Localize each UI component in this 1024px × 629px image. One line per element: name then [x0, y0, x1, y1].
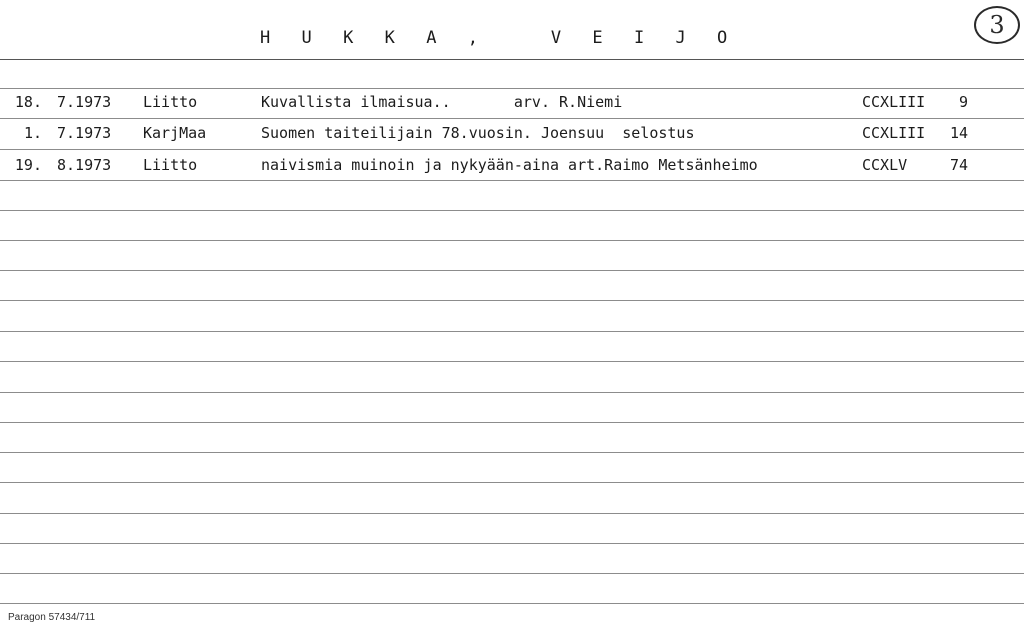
ruled-line	[0, 573, 1024, 574]
entry-title: naivismia muinoin ja nykyään-aina art.Raimo Metsänheimo	[261, 156, 758, 174]
ruled-line	[0, 422, 1024, 423]
entry-row	[0, 152, 1024, 178]
header-rule	[0, 59, 1024, 60]
entry-volume: CCXLIII	[862, 93, 926, 111]
ruled-line	[0, 392, 1024, 393]
entry-day: 19.	[14, 156, 42, 174]
card-heading-name: H U K K A , V E I J O	[260, 28, 738, 48]
ruled-line	[0, 361, 1024, 362]
ruled-line	[0, 452, 1024, 453]
entry-publication: Liitto	[143, 156, 198, 174]
entry-publication: Liitto	[143, 93, 198, 111]
entry-row	[0, 89, 1024, 115]
ruled-line	[0, 300, 1024, 301]
entry-volume: CCXLV	[862, 156, 908, 174]
ruled-line	[0, 513, 1024, 514]
ruled-line	[0, 482, 1024, 483]
card-number-circle: 3	[974, 6, 1020, 44]
ruled-line	[0, 118, 1024, 119]
entry-date: 7.1973	[57, 93, 112, 111]
entry-page: 74	[949, 156, 968, 174]
printer-imprint: Paragon 57434/711	[8, 612, 96, 623]
entry-page: 9	[958, 93, 968, 111]
ruled-line	[0, 210, 1024, 211]
entry-title: Kuvallista ilmaisua.. arv. R.Niemi	[261, 93, 623, 111]
ruled-line	[0, 180, 1024, 181]
entry-row	[0, 120, 1024, 146]
ruled-line	[0, 331, 1024, 332]
entry-date: 7.1973	[57, 124, 112, 142]
ruled-line	[0, 240, 1024, 241]
entry-day: 1.	[23, 124, 42, 142]
ruled-line	[0, 149, 1024, 150]
entry-publication: KarjMaa	[143, 124, 207, 142]
entry-page: 14	[949, 124, 968, 142]
ruled-line	[0, 603, 1024, 604]
entry-title: Suomen taiteilijain 78.vuosin. Joensuu selostus	[261, 124, 695, 142]
ruled-line	[0, 270, 1024, 271]
ruled-line	[0, 543, 1024, 544]
entry-day: 18.	[14, 93, 42, 111]
entry-date: 8.1973	[57, 156, 112, 174]
entry-volume: CCXLIII	[862, 124, 926, 142]
